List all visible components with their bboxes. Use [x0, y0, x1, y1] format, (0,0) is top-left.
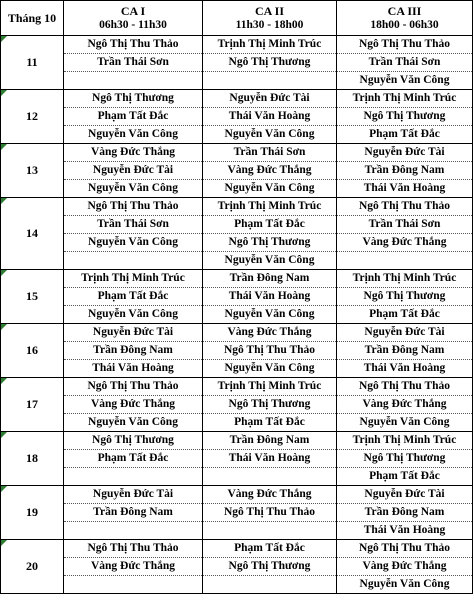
staff-name: Trịnh Thị Minh Trúc — [203, 378, 336, 396]
staff-name: Trần Đông Nam — [64, 504, 202, 522]
staff-name: Trần Đông Nam — [337, 342, 472, 360]
shift-1-time: 06h30 - 11h30 — [99, 19, 167, 31]
shift-2-cell — [203, 270, 337, 324]
shift-1-cell — [64, 36, 203, 90]
staff-name: Trần Thái Sơn — [64, 54, 202, 72]
staff-name — [203, 576, 336, 593]
staff-name: Thái Văn Hoàng — [363, 362, 446, 374]
day-row — [1, 36, 473, 90]
staff-name: Nguyễn Văn Công — [359, 416, 450, 428]
staff-name: Vàng Đức Thắng — [203, 324, 336, 342]
day-row — [1, 486, 473, 540]
staff-name: Nguyễn Văn Công — [88, 128, 178, 140]
staff-name: Trần Đông Nam — [64, 342, 202, 360]
staff-name: Phạm Tất Đắc — [369, 128, 440, 140]
shift-3-cell — [337, 378, 473, 432]
staff-name: Vàng Đức Thắng — [337, 234, 472, 252]
staff-name: Ngô Thị Thu Thảo — [64, 540, 202, 558]
staff-name — [64, 252, 202, 269]
shift-2-cell — [203, 90, 337, 144]
staff-name — [337, 252, 472, 269]
staff-name: Trịnh Thị Minh Trúc — [337, 432, 472, 450]
shift-1-cell — [64, 540, 203, 594]
staff-name: Ngô Thị Thu Thảo — [203, 342, 336, 360]
staff-name: Nguyễn Văn Công — [224, 308, 315, 320]
staff-name — [203, 468, 336, 485]
shift-2-cell — [203, 324, 337, 378]
staff-name: Vàng Đức Thắng — [203, 486, 336, 504]
staff-name: Trần Đông Nam — [203, 432, 336, 450]
staff-name: Ngô Thị Thương — [337, 288, 472, 306]
staff-name: Trần Thái Sơn — [64, 216, 202, 234]
staff-name: Thái Văn Hoàng — [92, 362, 174, 374]
staff-name: Nguyễn Đức Tài — [203, 90, 336, 108]
shift-3-cell — [337, 90, 473, 144]
staff-name: Phạm Tất Đắc — [234, 416, 305, 428]
shift-3-cell — [337, 432, 473, 486]
staff-name: Trần Đông Nam — [337, 162, 472, 180]
staff-name — [203, 522, 336, 539]
staff-name — [64, 522, 202, 539]
staff-name — [64, 468, 202, 485]
staff-name: Ngô Thị Thu Thảo — [337, 378, 472, 396]
staff-name: Vàng Đức Thắng — [64, 396, 202, 414]
shift-2-header — [203, 1, 337, 36]
staff-name: Trịnh Thị Minh Trúc — [203, 36, 336, 54]
shift-3-cell — [337, 486, 473, 540]
shift-3-cell — [337, 540, 473, 594]
staff-name: Nguyễn Văn Công — [88, 416, 178, 428]
shift-3-cell — [337, 324, 473, 378]
day-row — [1, 90, 473, 144]
shift-1-cell — [64, 324, 203, 378]
staff-name: Phạm Tất Đắc — [203, 540, 336, 558]
staff-name: Ngô Thị Thương — [337, 450, 472, 468]
staff-name: Nguyễn Văn Công — [359, 578, 450, 590]
staff-name: Phạm Tất Đắc — [64, 108, 202, 126]
shift-1-name: CA I — [120, 4, 146, 18]
staff-name: Ngô Thị Thu Thảo — [337, 36, 472, 54]
shift-2-name: CA II — [254, 4, 284, 18]
day-number: 20 — [1, 540, 64, 594]
day-number: 15 — [1, 270, 64, 324]
staff-name — [203, 72, 336, 89]
staff-name: Phạm Tất Đắc — [64, 450, 202, 468]
staff-name: Ngô Thị Thương — [203, 54, 336, 72]
shift-1-cell — [64, 378, 203, 432]
staff-name: Phạm Tất Đắc — [369, 308, 440, 320]
staff-name: Vàng Đức Thắng — [203, 162, 336, 180]
shift-1-header — [64, 1, 203, 36]
staff-name — [64, 576, 202, 593]
shift-2-cell — [203, 144, 337, 198]
day-row — [1, 324, 473, 378]
staff-name: Thái Văn Hoàng — [363, 182, 446, 194]
day-row — [1, 432, 473, 486]
shift-1-cell — [64, 144, 203, 198]
staff-name: Trịnh Thị Minh Trúc — [203, 198, 336, 216]
day-row — [1, 540, 473, 594]
shift-3-cell — [337, 144, 473, 198]
staff-name: Ngô Thị Thương — [203, 396, 336, 414]
shift-1-cell — [64, 198, 203, 270]
day-number: 19 — [1, 486, 64, 540]
staff-name: Trịnh Thị Minh Trúc — [337, 270, 472, 288]
shift-2-cell — [203, 540, 337, 594]
shift-2-cell — [203, 36, 337, 90]
staff-name: Nguyễn Văn Công — [64, 234, 202, 252]
staff-name: Thái Văn Hoàng — [203, 108, 336, 126]
staff-name: Ngô Thị Thương — [203, 234, 336, 252]
staff-name: Vàng Đức Thắng — [337, 558, 472, 576]
month-header: Tháng 10 — [1, 1, 64, 36]
staff-name: Ngô Thị Thu Thảo — [337, 540, 472, 558]
shift-1-cell — [64, 90, 203, 144]
staff-name: Vàng Đức Thắng — [64, 558, 202, 576]
staff-name: Ngô Thị Thu Thảo — [64, 36, 202, 54]
staff-name: Trần Thái Sơn — [337, 54, 472, 72]
shift-3-name: CA III — [387, 4, 422, 18]
shift-3-time: 18h00 - 06h30 — [370, 19, 439, 31]
shift-1-cell — [64, 270, 203, 324]
staff-name: Phạm Tất Đắc — [369, 470, 440, 482]
shift-2-cell — [203, 198, 337, 270]
staff-name: Nguyễn Văn Công — [88, 308, 178, 320]
day-number: 13 — [1, 144, 64, 198]
staff-name: Nguyễn Văn Công — [88, 182, 178, 194]
staff-name: Vàng Đức Thắng — [337, 396, 472, 414]
staff-name: Ngô Thị Thương — [337, 108, 472, 126]
staff-name: Trịnh Thị Minh Trúc — [64, 270, 202, 288]
shift-2-cell — [203, 378, 337, 432]
day-row — [1, 198, 473, 270]
staff-name: Trần Đông Nam — [337, 504, 472, 522]
staff-name: Trần Thái Sơn — [203, 144, 336, 162]
staff-name: Thái Văn Hoàng — [203, 288, 336, 306]
day-row — [1, 144, 473, 198]
shift-3-cell — [337, 198, 473, 270]
header-row — [1, 1, 473, 36]
staff-name: Thái Văn Hoàng — [203, 450, 336, 468]
shift-2-cell — [203, 486, 337, 540]
day-number: 16 — [1, 324, 64, 378]
staff-name: Ngô Thị Thu Thảo — [64, 198, 202, 216]
shift-3-cell — [337, 36, 473, 90]
staff-name: Ngô Thị Thu Thảo — [203, 504, 336, 522]
staff-name: Nguyễn Văn Công — [224, 182, 315, 194]
day-row — [1, 270, 473, 324]
shift-3-header — [337, 1, 473, 36]
staff-name: Trần Đông Nam — [203, 270, 336, 288]
staff-name: Nguyễn Văn Công — [224, 128, 315, 140]
staff-name: Vàng Đức Thắng — [64, 144, 202, 162]
day-row — [1, 378, 473, 432]
staff-name: Thái Văn Hoàng — [363, 524, 446, 536]
staff-name: Ngô Thị Thu Thảo — [64, 378, 202, 396]
staff-name: Nguyễn Văn Công — [359, 74, 450, 86]
staff-name: Phạm Tất Đắc — [64, 288, 202, 306]
staff-name: Nguyễn Đức Tài — [64, 486, 202, 504]
staff-name: Nguyễn Đức Tài — [64, 324, 202, 342]
shift-2-time: 11h30 - 18h00 — [235, 19, 304, 31]
staff-name: Nguyễn Đức Tài — [337, 486, 472, 504]
staff-name: Ngô Thị Thương — [64, 432, 202, 450]
staff-name: Trần Thái Sơn — [337, 216, 472, 234]
day-number: 18 — [1, 432, 64, 486]
staff-name — [64, 72, 202, 89]
staff-name: Trịnh Thị Minh Trúc — [337, 90, 472, 108]
shift-3-cell — [337, 270, 473, 324]
staff-name: Ngô Thị Thương — [203, 558, 336, 576]
day-number: 14 — [1, 198, 64, 270]
day-number: 12 — [1, 90, 64, 144]
staff-name: Nguyễn Đức Tài — [64, 162, 202, 180]
staff-name: Nguyễn Đức Tài — [337, 144, 472, 162]
staff-name: Nguyễn Văn Công — [224, 254, 315, 266]
schedule-body — [1, 36, 473, 594]
day-number: 11 — [1, 36, 64, 90]
shift-1-cell — [64, 486, 203, 540]
day-number: 17 — [1, 378, 64, 432]
staff-name: Ngô Thị Thu Thảo — [337, 198, 472, 216]
staff-name: Nguyễn Đức Tài — [337, 324, 472, 342]
staff-name: Nguyễn Văn Công — [224, 362, 315, 374]
staff-name: Phạm Tất Đắc — [203, 216, 336, 234]
shift-1-cell — [64, 432, 203, 486]
shift-2-cell — [203, 432, 337, 486]
staff-name: Ngô Thị Thương — [64, 90, 202, 108]
